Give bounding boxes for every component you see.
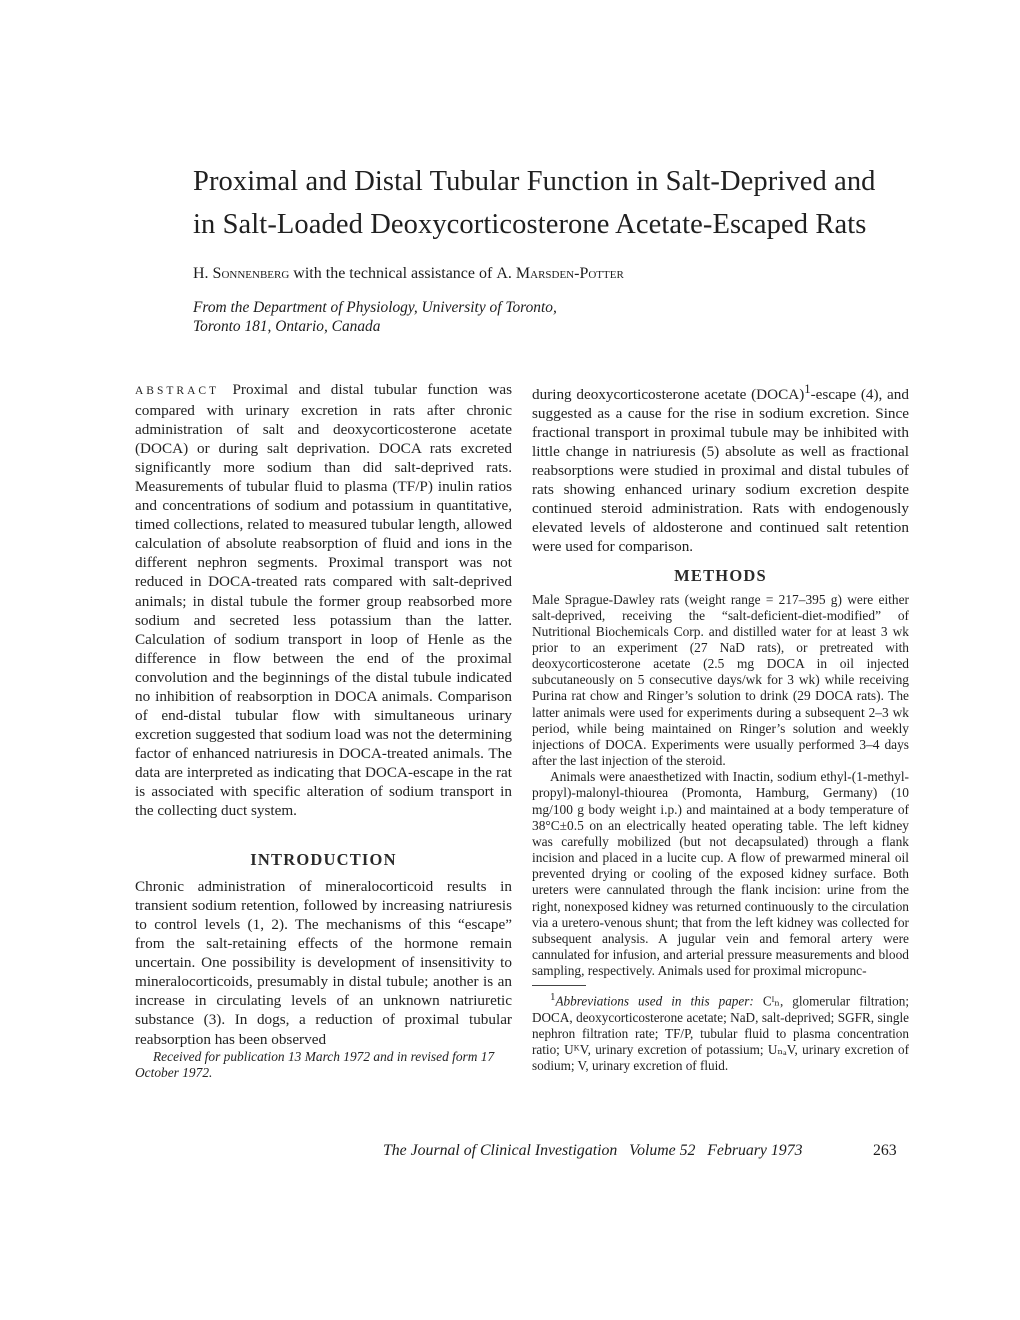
- intro-continuation-b: -escape (4), and suggested as a cause for the rise in sodium excretion. Since fractional transport in proximal tubule may be inhibited with little change in natriuresis (5) absolute as well as fractional reabsorptions were studied in proximal and distal tubules of rats showing enhanced urinary sodium excretion despite continued steroid administration. Rats with endogenously elevated levels of aldosterone and continued salt retention were used for comparison.: [532, 386, 909, 556]
- article-title: [193, 160, 893, 246]
- affiliation-line-1: From the Department of Physiology, University of Toronto,: [193, 299, 557, 316]
- affiliation: [193, 298, 843, 336]
- received-note: Received for publication 13 March 1972 and in revised form 17 October 1972.: [135, 1048, 495, 1080]
- abstract-heading: ABSTRACT: [135, 385, 220, 397]
- introduction-heading: INTRODUCTION: [250, 850, 397, 870]
- journal-date: February 1973: [707, 1142, 803, 1159]
- right-column: [532, 380, 909, 1075]
- footnote-label: Abbreviations used in this paper:: [555, 993, 754, 1009]
- methods-paragraph-2: Animals were anaesthetized with Inactin, sodium ethyl-(1-methyl-propyl)-malonyl-thiourea (Promonta, Hamburg, Germany) (10 mg/100 g body weight i.p.) and maintained at a body temperature of 38°C±0.5 on an electrically heated operating table. The left kidney was carefully mobilized (but not decapsulated) through a flank incision and placed in a lucite cup. A flow of prewarmed mineral oil prevented drying or cooling of the exposed kidney surface. Both ureters were cannulated through the flank incision: urine from the right, nonexposed kidney was returned continuously to the circulation via a uretero-venous shunt; that from the left kidney was collected for subsequent analysis. A jugular vein and femoral artery were cannulated for infusion, and arterial pressure measurements and blood sampling, respectively. Animals used for proximal micropunc-: [532, 769, 909, 979]
- left-column: [135, 380, 512, 1081]
- methods-body: [532, 592, 909, 980]
- affiliation-line-2: Toronto 181, Ontario, Canada: [193, 318, 381, 335]
- footnote-marker: 1: [804, 382, 811, 396]
- footnote-rule: [532, 985, 586, 986]
- journal-name: The Journal of Clinical Investigation: [383, 1142, 618, 1159]
- running-footer: [383, 1142, 913, 1160]
- abstract-text: Proximal and distal tubular function was compared with urinary excretion in rats after chronic administration of salt and deoxycorticosterone acetate (DOCA) or during salt deprivation. DOCA rats excreted significantly more sodium than did salt-deprived rats. Measurements of tubular fluid to plasma (TF/P) inulin ratios and concentrations of sodium and potassium in quantitative, timed collections, related to measured tubular length, allowed calculation of absolute reabsorption of fluid and ions in the different nephron segments. Proximal transport was not reduced in DOCA-treated rats compared with salt-deprived animals; in distal tubule the former group reabsorbed more sodium and secreted less potassium than the latter. Calculation of sodium transport in loop of Henle as the difference in flow between the end of the proximal convolution and the beginnings of the distal tubule indicated no inhibition of reabsorption in DOCA animals. Comparison of end-distal tubular flow with simultaneous urinary excretion suggested that sodium load was not the determining factor of enhanced natriuresis in DOCA-treated animals. The data are interpreted as indicating that DOCA-escape in the rat is associated with specific alteration of sodium transport in the collecting duct system.: [135, 381, 512, 820]
- intro-continuation-a: during deoxycorticosterone acetate (DOCA): [532, 386, 805, 404]
- journal-volume: Volume 52: [629, 1142, 696, 1159]
- footnote-text: Cᴵₙ, glomerular filtration; DOCA, deoxycorticosterone acetate; NaD, salt-deprived; SGFR, single nephron filtration rate; TF/P, tubular fluid to plasma concentration ratio; UᴷV, urinary excretion of potassium; UₙₐV, urinary excretion of sodium; V, urinary excretion of fluid.: [532, 993, 909, 1074]
- title-line-1: Proximal and Distal Tubular Function in Salt-Deprived and: [193, 166, 876, 197]
- assistant-name: A. Marsden-Potter: [496, 265, 624, 282]
- footnote-number: 1: [550, 991, 556, 1004]
- title-line-2: in Salt-Loaded Deoxycorticosterone Acetate-Escaped Rats: [193, 209, 867, 240]
- author-line: [193, 264, 843, 284]
- author-connector: with the technical assistance of: [289, 265, 497, 282]
- methods-heading: METHODS: [674, 566, 767, 586]
- introduction-text: Chronic administration of mineralocorticoid results in transient sodium retention, followed by increasing natriuresis to control levels (1, 2). The mechanisms of this “escape” from the salt-retaining effects of the hormone remain uncertain. One possibility is development of insensitivity to mineralocorticoids, presumably in distal tubule; another is an increase in circulating levels of an unknown natriuretic substance (3). In dogs, a reduction of proximal tubular reabsorption has been observed: [135, 878, 512, 1048]
- abstract: [135, 380, 512, 820]
- page-number: 263: [873, 1142, 897, 1159]
- intro-continuation: [532, 380, 909, 556]
- author-name: H. Sonnenberg: [193, 265, 290, 282]
- methods-paragraph-1: Male Sprague-Dawley rats (weight range = 217–395 g) were either salt-deprived, receiving the “salt-deficient-diet-modified” of Nutritional Biochemicals Corp. and distilled water for at least 3 wk prior to an experiment (27 NaD rats), or pretreated with deoxycorticosterone acetate (2.5 mg DOCA in oil injected subcutaneously on 5 consecutive days/wk for 3 wk) while receiving Purina rat chow and Ringer’s solution to drink (29 DOCA rats). The latter animals were used for experiments during a subsequent 2–3 wk period, while being maintained on Ringer’s solution and weekly injections of DOCA. Experiments were usually performed 3–4 days after the last injection of the steroid.: [532, 591, 909, 769]
- footnote: [532, 989, 909, 1074]
